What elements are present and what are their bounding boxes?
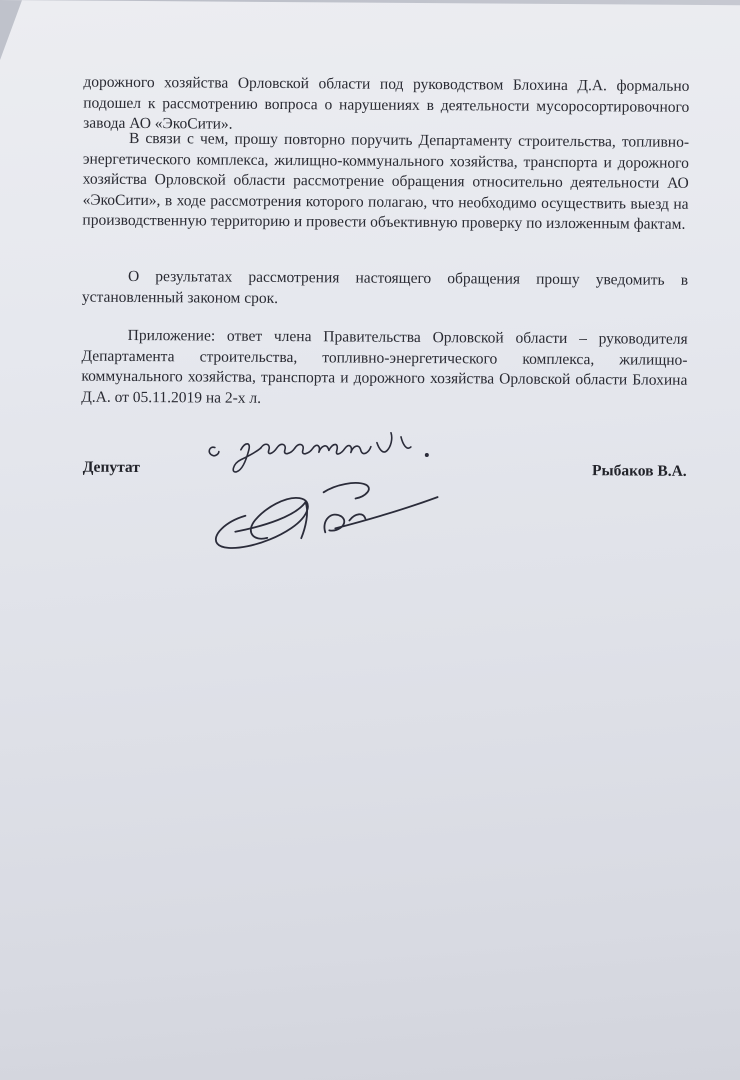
signature-image [205, 471, 446, 563]
paragraph-notification: О результатах рассмотрения настоящего обращения прошу уведомить в установленный законом срок. [81, 267, 689, 307]
paragraph-continuation: дорожного хозяйства Орловской области под руководством Блохина Д.А. формально подошел к рассмотрению вопроса о нарушениях в деятельности мусоросортировочного завода АО «ЭкоСити». [83, 73, 690, 133]
signer-name: Рыбаков В.А. [591, 462, 687, 480]
paragraph-request: В связи с чем, прошу повторно поручить Департаменту строительства, топливно-энергетического комплекса, жилищно-коммунального хозяйства, транспорта и дорожного хозяйства Орловской области рассмотрение обращения относительно деятельности АО «ЭкоСити», в ходе рассмотрения которого полагаю, что необходимо осуществить выезд на производственную территорию и провести объективную проверку по изложенным фактам. [82, 129, 690, 233]
paragraph-attachment: Приложение: ответ члена Правительства Орловской области – руководителя Департамента строительства, топливно-энергетического комплекса, жилищно-коммунального хозяйства, транспорта и дорожного хозяйства Орловской области Блохина Д.А. от 05.11.2019 на 2-х л. [81, 326, 688, 407]
position-label: Депутат [82, 458, 140, 477]
folded-corner [0, 0, 22, 78]
